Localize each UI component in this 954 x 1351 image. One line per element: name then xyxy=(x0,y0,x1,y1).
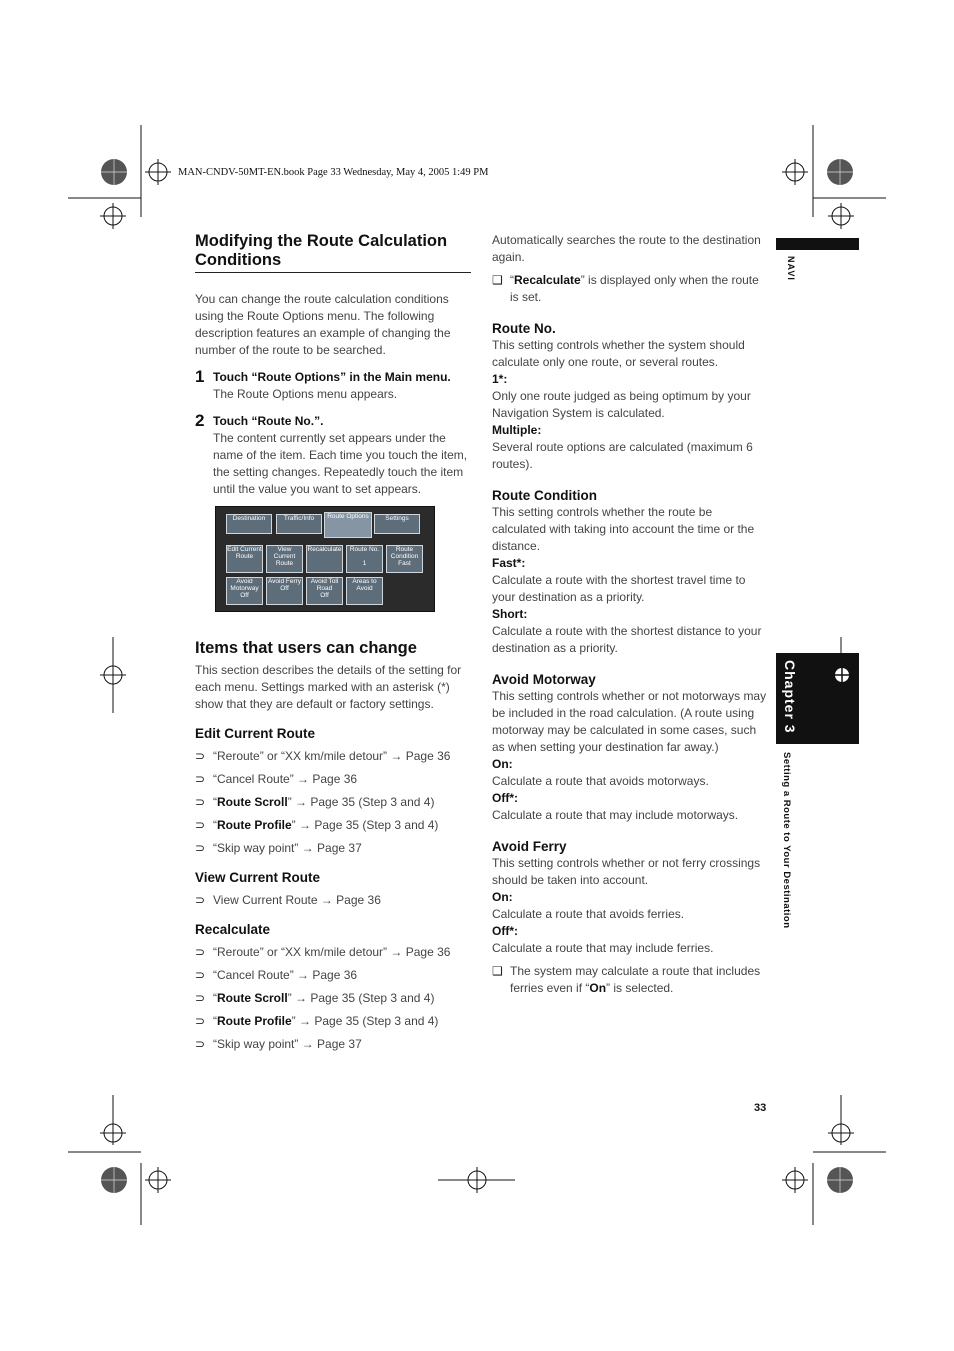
list-item: ⊃ View Current Route → Page 36 xyxy=(195,893,381,907)
page-number: 33 xyxy=(754,1102,767,1114)
option-desc: Only one route judged as being optimum by your Navigation System is calculated. xyxy=(492,389,751,420)
note-item: ❑ The system may calculate a route that includes ferries even if “On” is selected. xyxy=(492,964,761,995)
button-avoid-motorway: Avoid Motorway Off xyxy=(226,577,263,605)
step-body: The Route Options menu appears. xyxy=(213,387,398,401)
option-label: On: xyxy=(492,890,513,904)
step-1 xyxy=(195,369,471,403)
chapter-section-title: Setting a Route to Your Destination xyxy=(781,752,792,929)
arrow-bullet-icon: ⊃ xyxy=(195,1037,206,1051)
arrow-bullet-icon: ⊃ xyxy=(195,749,206,763)
option-label: On: xyxy=(492,757,513,771)
option-desc: Calculate a route with the shortest distance to your destination as a priority. xyxy=(492,624,762,655)
route-condition-desc: This setting controls whether the route be calculated with taking into account the time or the distance. xyxy=(492,505,755,553)
route-no-desc: This setting controls whether the system should calculate only one route, or several routes. xyxy=(492,338,745,369)
step-number: 1 xyxy=(195,367,205,386)
step-number: 2 xyxy=(195,411,205,430)
option-label: Fast*: xyxy=(492,556,526,570)
option-desc: Calculate a route with the shortest travel time to your destination as a priority. xyxy=(492,573,746,604)
list-item: ⊃ “Route Scroll” → Page 35 (Step 3 and 4) xyxy=(195,991,435,1005)
route-no-heading: Route No. xyxy=(492,321,556,336)
button-edit-current-route: Edit Current Route xyxy=(226,545,263,573)
section-title-block xyxy=(195,232,471,273)
left-column xyxy=(195,232,471,1053)
intro-paragraph: You can change the route calculation conditions using the Route Options menu. The following description features an example of changing the number of the route to be searched. xyxy=(195,292,451,357)
list-item: ⊃ “Reroute” or “XX km/mile detour” → Page 36 xyxy=(195,945,451,959)
option-label: Off*: xyxy=(492,791,518,805)
arrow-bullet-icon: ⊃ xyxy=(195,772,206,786)
note-box-icon: ❑ xyxy=(492,964,503,978)
list-item: ⊃ “Route Profile” → Page 35 (Step 3 and 4) xyxy=(195,1014,439,1028)
arrow-bullet-icon: ⊃ xyxy=(195,795,206,809)
list-item: ⊃ “Skip way point” → Page 37 xyxy=(195,841,362,855)
items-title: Items that users can change xyxy=(195,639,417,657)
edit-current-route-heading: Edit Current Route xyxy=(195,726,315,741)
option-label: 1*: xyxy=(492,372,508,386)
button-areas-to-avoid: Areas to Avoid xyxy=(346,577,383,605)
arrow-bullet-icon: ⊃ xyxy=(195,945,206,959)
step-title: Touch “Route Options” in the Main menu. xyxy=(213,370,451,384)
arrow-bullet-icon: ⊃ xyxy=(195,991,206,1005)
list-item: ⊃ “Route Scroll” → Page 35 (Step 3 and 4) xyxy=(195,795,435,809)
view-current-route-heading: View Current Route xyxy=(195,870,321,885)
note-box-icon: ❑ xyxy=(492,273,503,287)
button-avoid-ferry: Avoid Ferry Off xyxy=(266,577,303,605)
button-route-condition: Route Condition Fast xyxy=(386,545,423,573)
book-header-line: MAN-CNDV-50MT-EN.book Page 33 Wednesday, May 4, 2005 1:49 PM xyxy=(178,167,489,178)
list-item: ⊃ “Cancel Route” → Page 36 xyxy=(195,968,358,982)
route-options-screenshot xyxy=(215,506,435,612)
option-desc: Calculate a route that avoids ferries. xyxy=(492,907,685,921)
crosshair-icon xyxy=(832,665,852,685)
avoid-ferry-desc: This setting controls whether or not ferry crossings should be taken into account. xyxy=(492,856,761,887)
arrow-bullet-icon: ⊃ xyxy=(195,818,206,832)
items-intro: This section describes the details of the setting for each menu. Settings marked with an asterisk (*) show that they are default or factory settings. xyxy=(195,663,462,711)
list-item: ⊃ “Reroute” or “XX km/mile detour” → Page 36 xyxy=(195,749,451,763)
button-view-current-route: View Current Route xyxy=(266,545,303,573)
option-label: Off*: xyxy=(492,924,518,938)
arrow-bullet-icon: ⊃ xyxy=(195,893,206,907)
section-title: Modifying the Route Calculation Conditions xyxy=(195,232,448,269)
option-desc: Calculate a route that may include motorways. xyxy=(492,808,739,822)
recalculate-description: Automatically searches the route to the destination again. xyxy=(492,233,761,264)
tab-destination: Destination xyxy=(226,514,272,534)
step-title: Touch “Route No.”. xyxy=(213,414,324,428)
arrow-bullet-icon: ⊃ xyxy=(195,841,206,855)
list-item: ⊃ “Cancel Route” → Page 36 xyxy=(195,772,358,786)
navi-label: NAVI xyxy=(786,256,796,281)
list-item: ⊃ “Route Profile” → Page 35 (Step 3 and 4) xyxy=(195,818,439,832)
step-2 xyxy=(195,413,471,498)
button-avoid-toll-road: Avoid Toll Road Off xyxy=(306,577,343,605)
option-desc: Calculate a route that may include ferries. xyxy=(492,941,714,955)
chapter-label: Chapter 3 xyxy=(782,660,798,734)
arrow-bullet-icon: ⊃ xyxy=(195,1014,206,1028)
button-recalculate: Recalculate xyxy=(306,545,343,573)
tab-route-options: Route Options xyxy=(324,512,372,538)
avoid-motorway-desc: This setting controls whether or not motorways may be included in the road calculation. (A route using motorway may be calculated in some cases, such as when setting your destination far away.) xyxy=(492,689,767,754)
option-label: Short: xyxy=(492,607,528,621)
option-label: Multiple: xyxy=(492,423,542,437)
option-desc: Calculate a route that avoids motorways. xyxy=(492,774,709,788)
right-column xyxy=(492,232,768,997)
step-body: The content currently set appears under the name of the item. Each time you touch the item, the setting changes. Repeatedly touch the item until the value you want to set appears. xyxy=(213,431,468,496)
navi-tab-bar xyxy=(776,238,859,250)
avoid-motorway-heading: Avoid Motorway xyxy=(492,672,596,687)
recalculate-heading: Recalculate xyxy=(195,922,271,937)
arrow-bullet-icon: ⊃ xyxy=(195,968,206,982)
note-item: ❑ “Recalculate” is displayed only when the route is set. xyxy=(492,273,759,304)
tab-traffic-info: Traffic/Info xyxy=(276,514,322,534)
avoid-ferry-heading: Avoid Ferry xyxy=(492,839,567,854)
list-item: ⊃ “Skip way point” → Page 37 xyxy=(195,1037,362,1051)
option-desc: Several route options are calculated (maximum 6 routes). xyxy=(492,440,753,471)
route-condition-heading: Route Condition xyxy=(492,488,597,503)
tab-settings: Settings xyxy=(374,514,420,534)
button-route-no: Route No. 1 xyxy=(346,545,383,573)
